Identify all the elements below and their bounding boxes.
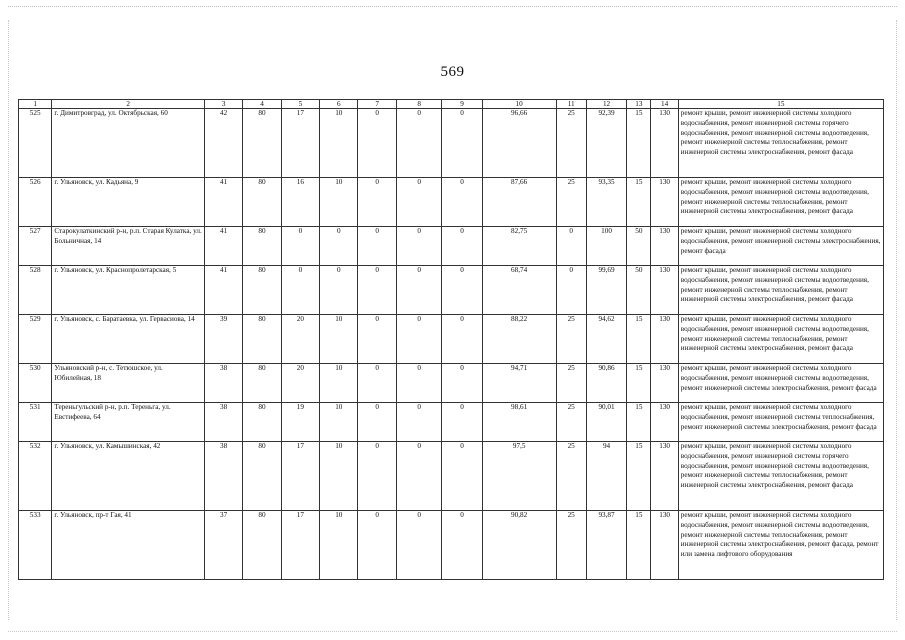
col-header: 9 — [442, 100, 482, 109]
value-cell: 0 — [396, 364, 441, 403]
table-row — [19, 266, 884, 315]
value-cell: 0 — [358, 227, 396, 266]
value-cell: 92,39 — [586, 109, 626, 178]
value-cell: 20 — [281, 364, 319, 403]
address-cell: г. Ульяновск, с. Баратаевка, ул. Гервасиова, 14 — [52, 315, 205, 364]
value-cell: 15 — [627, 364, 651, 403]
value-cell: 41 — [204, 266, 242, 315]
value-cell: 0 — [358, 364, 396, 403]
value-cell: 80 — [243, 364, 281, 403]
address-cell: г. Димитровград, ул. Октябрьская, 60 — [52, 109, 205, 178]
col-header: 14 — [651, 100, 678, 109]
value-cell: 42 — [204, 109, 242, 178]
value-cell: 130 — [651, 442, 678, 511]
col-header: 3 — [204, 100, 242, 109]
col-header: 4 — [243, 100, 281, 109]
value-cell: 16 — [281, 178, 319, 227]
value-cell: 0 — [396, 227, 441, 266]
value-cell: 0 — [556, 266, 586, 315]
value-cell: 25 — [556, 109, 586, 178]
table-row — [19, 109, 884, 178]
row-number: 526 — [19, 178, 52, 227]
col-header: 7 — [358, 100, 396, 109]
value-cell: 0 — [396, 109, 441, 178]
header-row — [19, 100, 884, 109]
value-cell: 90,01 — [586, 403, 626, 442]
value-cell: 96,66 — [482, 109, 556, 178]
value-cell: 0 — [358, 511, 396, 580]
works-list-cell: ремонт крыши, ремонт инженерной системы холодного водоснабжения, ремонт инженерной системы водоотведения, ремонт инженерной системы электроснабжения, ремонт фасада — [678, 364, 883, 403]
value-cell: 25 — [556, 315, 586, 364]
value-cell: 25 — [556, 511, 586, 580]
value-cell: 80 — [243, 227, 281, 266]
page-number: 569 — [440, 64, 465, 80]
table-row — [19, 178, 884, 227]
value-cell: 130 — [651, 109, 678, 178]
value-cell: 100 — [586, 227, 626, 266]
row-number: 528 — [19, 266, 52, 315]
value-cell: 17 — [281, 442, 319, 511]
value-cell: 0 — [442, 227, 482, 266]
value-cell: 0 — [396, 442, 441, 511]
value-cell: 130 — [651, 364, 678, 403]
value-cell: 90,82 — [482, 511, 556, 580]
works-list-cell: ремонт крыши, ремонт инженерной системы холодного водоснабжения, ремонт инженерной системы водоотведения, ремонт инженерной системы теплоснабжения, ремонт инженерной системы электроснабжения, ремонт фасада — [678, 178, 883, 227]
col-header: 5 — [281, 100, 319, 109]
value-cell: 0 — [396, 511, 441, 580]
value-cell: 0 — [442, 109, 482, 178]
value-cell: 80 — [243, 403, 281, 442]
value-cell: 15 — [627, 178, 651, 227]
value-cell: 15 — [627, 442, 651, 511]
works-list-cell: ремонт крыши, ремонт инженерной системы холодного водоснабжения, ремонт инженерной системы водоотведения, ремонт инженерной системы теплоснабжения, ремонт инженерной системы электроснабжения, ремонт фасада, ремонт или замена лифтового оборудования — [678, 511, 883, 580]
value-cell: 94,62 — [586, 315, 626, 364]
value-cell: 25 — [556, 178, 586, 227]
value-cell: 130 — [651, 403, 678, 442]
value-cell: 25 — [556, 442, 586, 511]
value-cell: 0 — [358, 109, 396, 178]
value-cell: 88,22 — [482, 315, 556, 364]
col-header: 6 — [320, 100, 358, 109]
value-cell: 0 — [358, 315, 396, 364]
value-cell: 0 — [442, 315, 482, 364]
address-cell: г. Ульяновск, пр-т Гая, 41 — [52, 511, 205, 580]
value-cell: 10 — [320, 511, 358, 580]
value-cell: 10 — [320, 364, 358, 403]
value-cell: 0 — [442, 266, 482, 315]
table-row — [19, 227, 884, 266]
row-number: 529 — [19, 315, 52, 364]
value-cell: 0 — [358, 266, 396, 315]
value-cell: 0 — [396, 403, 441, 442]
value-cell: 0 — [358, 442, 396, 511]
works-list-cell: ремонт крыши, ремонт инженерной системы холодного водоснабжения, ремонт инженерной системы электроснабжения, ремонт фасада — [678, 227, 883, 266]
works-list-cell: ремонт крыши, ремонт инженерной системы холодного водоснабжения, ремонт инженерной системы горячего водоснабжения, ремонт инженерной системы водоотведения, ремонт инженерной системы теплоснабжения, ремонт инженерной системы электроснабжения, ремонт фасада — [678, 109, 883, 178]
value-cell: 19 — [281, 403, 319, 442]
row-number: 530 — [19, 364, 52, 403]
value-cell: 93,87 — [586, 511, 626, 580]
value-cell: 10 — [320, 109, 358, 178]
housing-repair-table — [18, 99, 884, 580]
value-cell: 17 — [281, 511, 319, 580]
col-header: 10 — [482, 100, 556, 109]
value-cell: 87,66 — [482, 178, 556, 227]
works-list-cell: ремонт крыши, ремонт инженерной системы холодного водоснабжения, ремонт инженерной системы водоотведения, ремонт инженерной системы теплоснабжения, ремонт инженерной системы электроснабжения, ремонт фасада — [678, 315, 883, 364]
value-cell: 0 — [442, 403, 482, 442]
value-cell: 39 — [204, 315, 242, 364]
value-cell: 99,69 — [586, 266, 626, 315]
table-row — [19, 403, 884, 442]
value-cell: 0 — [396, 315, 441, 364]
value-cell: 20 — [281, 315, 319, 364]
table-row — [19, 364, 884, 403]
value-cell: 90,86 — [586, 364, 626, 403]
value-cell: 80 — [243, 109, 281, 178]
table-row — [19, 511, 884, 580]
value-cell: 82,75 — [482, 227, 556, 266]
value-cell: 10 — [320, 442, 358, 511]
value-cell: 130 — [651, 266, 678, 315]
address-cell: Тереньгульский р-н, р.п. Тереньга, ул. Евстифеева, 64 — [52, 403, 205, 442]
value-cell: 94,71 — [482, 364, 556, 403]
value-cell: 80 — [243, 511, 281, 580]
col-header: 13 — [627, 100, 651, 109]
value-cell: 10 — [320, 403, 358, 442]
value-cell: 10 — [320, 315, 358, 364]
value-cell: 130 — [651, 227, 678, 266]
value-cell: 0 — [281, 227, 319, 266]
address-cell: Ульяновский р-н, с. Тетюшское, ул. Юбилейная, 18 — [52, 364, 205, 403]
value-cell: 15 — [627, 315, 651, 364]
col-header: 15 — [678, 100, 883, 109]
value-cell: 94 — [586, 442, 626, 511]
value-cell: 38 — [204, 442, 242, 511]
value-cell: 0 — [556, 227, 586, 266]
address-cell: г. Ульяновск, ул. Камышинская, 42 — [52, 442, 205, 511]
value-cell: 0 — [442, 178, 482, 227]
value-cell: 25 — [556, 364, 586, 403]
row-number: 525 — [19, 109, 52, 178]
value-cell: 93,35 — [586, 178, 626, 227]
row-number: 527 — [19, 227, 52, 266]
table-row — [19, 315, 884, 364]
value-cell: 130 — [651, 511, 678, 580]
value-cell: 80 — [243, 315, 281, 364]
value-cell: 41 — [204, 178, 242, 227]
value-cell: 50 — [627, 266, 651, 315]
value-cell: 0 — [396, 266, 441, 315]
value-cell: 41 — [204, 227, 242, 266]
value-cell: 0 — [320, 266, 358, 315]
value-cell: 80 — [243, 442, 281, 511]
value-cell: 0 — [281, 266, 319, 315]
value-cell: 0 — [442, 442, 482, 511]
value-cell: 130 — [651, 315, 678, 364]
value-cell: 0 — [358, 403, 396, 442]
col-header: 11 — [556, 100, 586, 109]
scan-border-bottom — [8, 631, 897, 632]
row-number: 531 — [19, 403, 52, 442]
works-list-cell: ремонт крыши, ремонт инженерной системы холодного водоснабжения, ремонт инженерной системы теплоснабжения, ремонт инженерной системы электроснабжения, ремонт фасада — [678, 403, 883, 442]
value-cell: 0 — [442, 364, 482, 403]
value-cell: 38 — [204, 364, 242, 403]
value-cell: 25 — [556, 403, 586, 442]
table-row — [19, 442, 884, 511]
value-cell: 98,61 — [482, 403, 556, 442]
col-header: 12 — [586, 100, 626, 109]
value-cell: 0 — [396, 178, 441, 227]
value-cell: 97,5 — [482, 442, 556, 511]
col-header: 8 — [396, 100, 441, 109]
address-cell: Старокулаткинский р-н, р.п. Старая Кулатка, ул. Больничная, 14 — [52, 227, 205, 266]
value-cell: 38 — [204, 403, 242, 442]
scan-border-left — [8, 20, 9, 620]
value-cell: 0 — [358, 178, 396, 227]
value-cell: 17 — [281, 109, 319, 178]
value-cell: 15 — [627, 403, 651, 442]
value-cell: 80 — [243, 178, 281, 227]
works-list-cell: ремонт крыши, ремонт инженерной системы холодного водоснабжения, ремонт инженерной системы горячего водоснабжения, ремонт инженерной системы водоотведения, ремонт инженерной системы теплоснабжения, ремонт инженерной системы электроснабжения, ремонт фасада — [678, 442, 883, 511]
value-cell: 15 — [627, 109, 651, 178]
row-number: 533 — [19, 511, 52, 580]
row-number: 532 — [19, 442, 52, 511]
value-cell: 130 — [651, 178, 678, 227]
value-cell: 50 — [627, 227, 651, 266]
value-cell: 0 — [442, 511, 482, 580]
address-cell: г. Ульяновск, ул. Кадьяна, 9 — [52, 178, 205, 227]
address-cell: г. Ульяновск, ул. Краснопролетарская, 5 — [52, 266, 205, 315]
value-cell: 0 — [320, 227, 358, 266]
value-cell: 37 — [204, 511, 242, 580]
value-cell: 15 — [627, 511, 651, 580]
col-header: 2 — [52, 100, 205, 109]
value-cell: 10 — [320, 178, 358, 227]
scan-border-right — [896, 20, 897, 620]
scan-border-top — [8, 6, 897, 7]
value-cell: 80 — [243, 266, 281, 315]
value-cell: 68,74 — [482, 266, 556, 315]
col-header: 1 — [19, 100, 52, 109]
works-list-cell: ремонт крыши, ремонт инженерной системы холодного водоснабжения, ремонт инженерной системы водоотведения, ремонт инженерной системы теплоснабжения, ремонт инженерной системы электроснабжения, ремонт фасада — [678, 266, 883, 315]
